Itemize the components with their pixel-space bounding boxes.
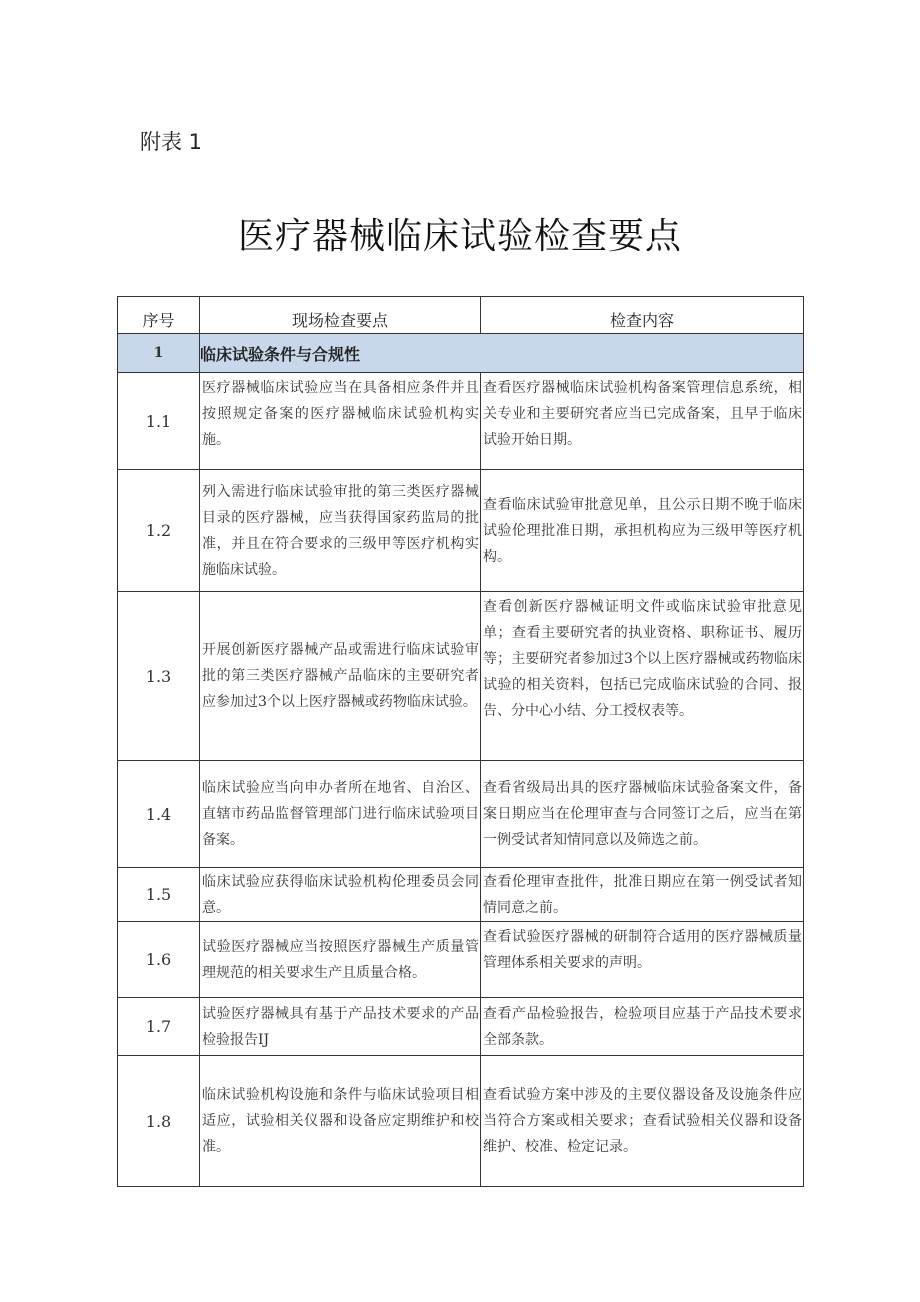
row-point: 临床试验应获得临床试验机构伦理委员会同意。 <box>200 868 481 922</box>
row-no: 1.2 <box>118 470 200 592</box>
section-title: 临床试验条件与合规性 <box>200 334 804 373</box>
table-row <box>118 592 804 761</box>
row-no: 1.6 <box>118 922 200 998</box>
row-content: 查看试验方案中涉及的主要仪器设备及设施条件应当符合方案或相关要求；查看试验相关仪器和设备维护、校准、检定记录。 <box>481 1056 804 1187</box>
annex-label: 附表 1 <box>140 130 203 154</box>
row-point: 试验医疗器械应当按照医疗器械生产质量管理规范的相关要求生产且质量合格。 <box>200 922 481 998</box>
table-row <box>118 1056 804 1187</box>
row-no: 1.4 <box>118 761 200 868</box>
table-row <box>118 868 804 922</box>
row-content: 查看医疗器械临床试验机构备案管理信息系统，相关专业和主要研究者应当已完成备案，且早于临床试验开始日期。 <box>481 373 804 470</box>
row-no: 1.1 <box>118 373 200 470</box>
table-row <box>118 998 804 1056</box>
table-row <box>118 470 804 592</box>
row-content: 查看创新医疗器械证明文件或临床试验审批意见单；查看主要研究者的执业资格、职称证书、履历等；主要研究者参加过3个以上医疗器械或药物临床试验的相关资料，包括已完成临床试验的合同、报告、分中心小结、分工授权表等。 <box>481 592 804 761</box>
table-row <box>118 761 804 868</box>
row-no: 1.3 <box>118 592 200 761</box>
table-row <box>118 922 804 998</box>
row-content: 查看伦理审查批件，批准日期应在第一例受试者知情同意之前。 <box>481 868 804 922</box>
row-point: 列入需进行临床试验审批的第三类医疗器械目录的医疗器械，应当获得国家药监局的批准，并且在符合要求的三级甲等医疗机构实施临床试验。 <box>200 470 481 592</box>
row-content: 查看产品检验报告，检验项目应基于产品技术要求全部条款。 <box>481 998 804 1056</box>
table-header-row <box>118 297 804 334</box>
row-content: 查看临床试验审批意见单，且公示日期不晚于临床试验伦理批准日期，承担机构应为三级甲等医疗机构。 <box>481 470 804 592</box>
row-no: 1.5 <box>118 868 200 922</box>
row-point: 开展创新医疗器械产品或需进行临床试验审批的第三类医疗器械产品临床的主要研究者应参加过3个以上医疗器械或药物临床试验。 <box>200 592 481 761</box>
section-no: 1 <box>118 334 200 373</box>
row-no: 1.7 <box>118 998 200 1056</box>
row-point: 试验医疗器械具有基于产品技术要求的产品检验报告IJ <box>200 998 481 1056</box>
row-point: 医疗器械临床试验应当在具备相应条件并且按照规定备案的医疗器械临床试验机构实施。 <box>200 373 481 470</box>
page-title: 医疗器械临床试验检查要点 <box>237 216 682 257</box>
section-row <box>118 334 804 373</box>
row-content: 查看省级局出具的医疗器械临床试验备案文件，备案日期应当在伦理审查与合同签订之后，应当在第一例受试者知情同意以及筛选之前。 <box>481 761 804 868</box>
header-content: 检查内容 <box>481 297 804 334</box>
row-content: 查看试验医疗器械的研制符合适用的医疗器械质量管理体系相关要求的声明。 <box>481 922 804 998</box>
table-row <box>118 373 804 470</box>
header-no: 序号 <box>118 297 200 334</box>
row-no: 1.8 <box>118 1056 200 1187</box>
row-point: 临床试验机构设施和条件与临床试验项目相适应，试验相关仪器和设备应定期维护和校准。 <box>200 1056 481 1187</box>
inspection-table <box>117 296 804 1187</box>
header-point: 现场检查要点 <box>200 297 481 334</box>
row-point: 临床试验应当向申办者所在地省、自治区、直辖市药品监督管理部门进行临床试验项目备案。 <box>200 761 481 868</box>
